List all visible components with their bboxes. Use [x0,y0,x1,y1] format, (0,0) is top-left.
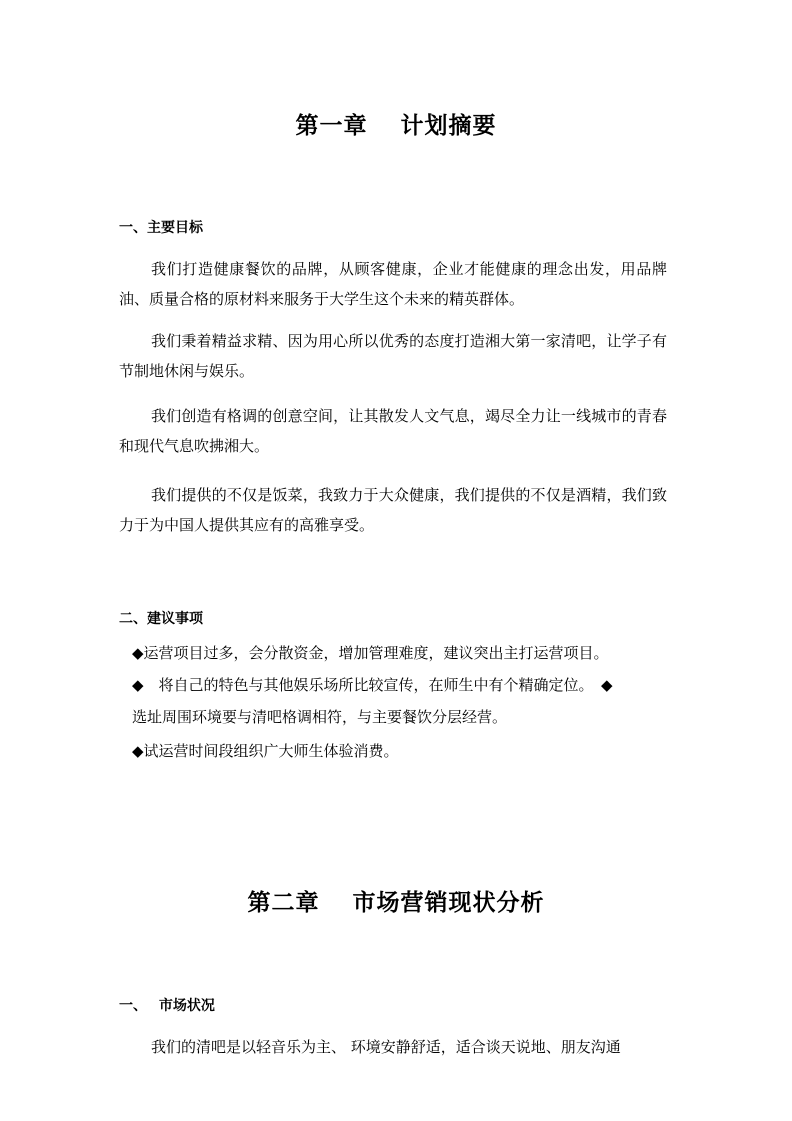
section-heading-suggestions: 二、建议事项 [119,611,203,627]
paragraph: 我们的清吧是以轻音乐为主、 环境安静舒适，适合谈天说地、朋友沟通 [151,1038,621,1056]
bullet-item-continuation: 选址周围环境要与清吧格调相符，与主要餐饮分层经营。 [132,708,508,726]
paragraph: 我们打造健康餐饮的品牌，从顾客健康，企业才能健康的理念出发，用品牌油、质量合格的原材料来服务于大学生这个未来的精英群体。 [119,260,667,308]
section-heading-main-goals: 一、主要目标 [119,220,203,236]
chapter-1-title: 第一章 计划摘要 [295,113,497,139]
paragraph: 我们秉着精益求精、因为用心所以优秀的态度打造湘大第一家清吧，让学子有节制地休闲与娱乐。 [119,332,667,380]
paragraph: 我们创造有格调的创意空间，让其散发人文气息，竭尽全力让一线城市的青春和现代气息吹拂湘大。 [119,407,667,455]
section-heading-market-status: 一、 市场状况 [119,998,215,1014]
bullet-item: ◆运营项目过多，会分散资金，增加管理难度，建议突出主打运营项目。 [132,644,609,662]
bullet-item: ◆试运营时间段组织广大师生体验消费。 [132,742,399,760]
chapter-2-title: 第二章 市场营销现状分析 [247,890,545,916]
bullet-item: ◆ 将自己的特色与其他娱乐场所比较宣传，在师生中有个精确定位。 ◆ [132,676,613,694]
paragraph: 我们提供的不仅是饭菜，我致力于大众健康，我们提供的不仅是酒精，我们致力于为中国人提供其应有的高雅享受。 [119,486,667,534]
